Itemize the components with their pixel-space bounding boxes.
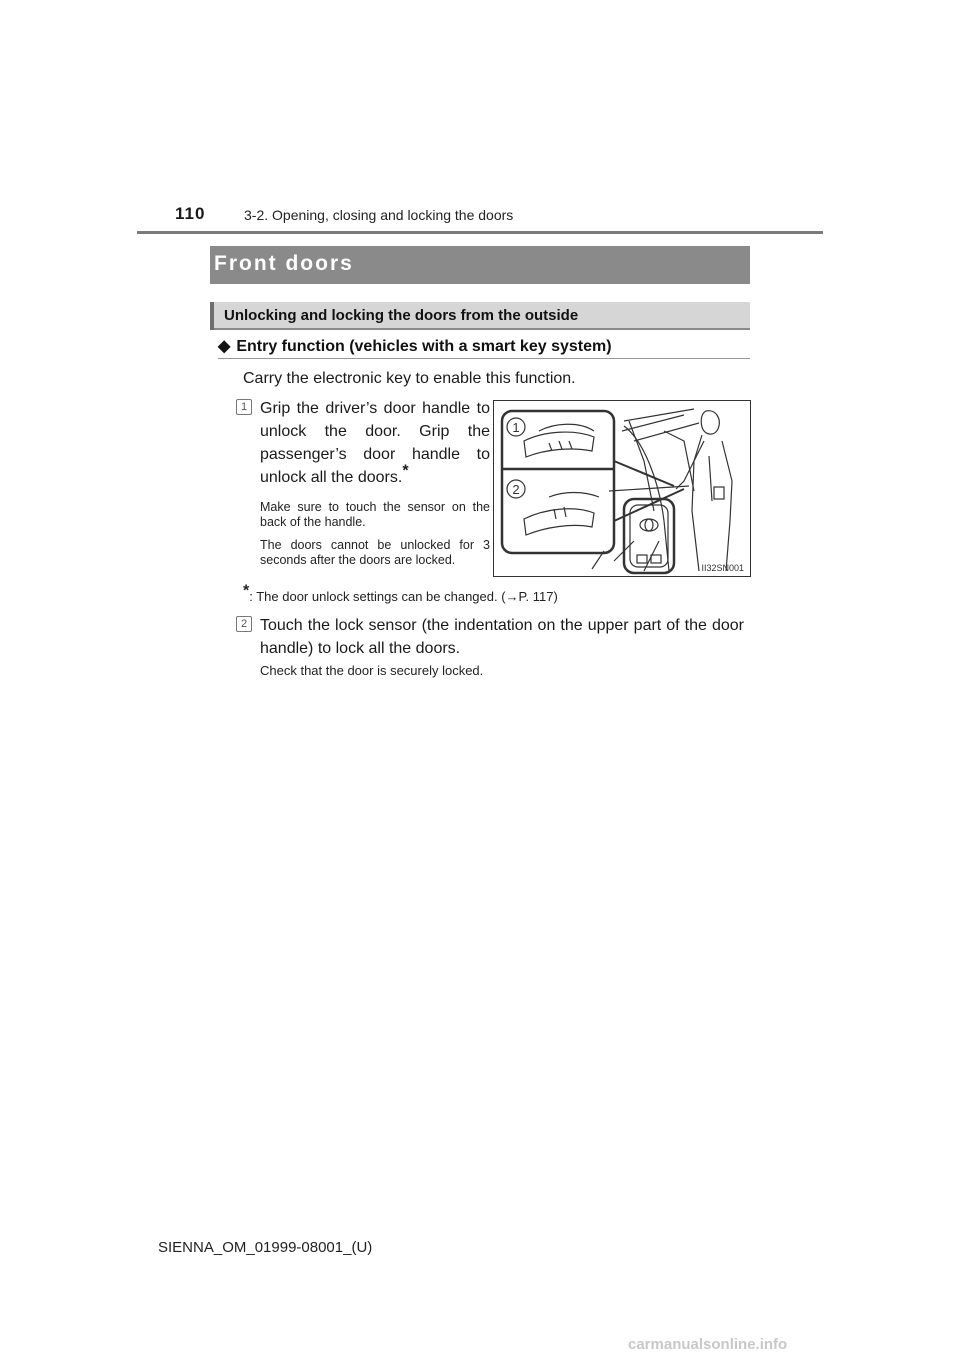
entry-intro: Carry the electronic key to enable this function. (243, 370, 576, 387)
illustration-svg (494, 401, 750, 576)
step-2-text: Touch the lock sensor (the indentation on the upper part of the door handle) to lock all the doors. (260, 617, 744, 657)
entry-heading-text: Entry function (vehicles with a smart key system) (236, 338, 612, 355)
step-1-note-2: The doors cannot be unlocked for 3 seconds after the doors are locked. (260, 538, 490, 567)
step-1-block (260, 397, 490, 568)
step-1-sentence: Grip the driver’s door handle to unlock the door. Grip the passenger’s door handle to unlock all the doors. (260, 400, 490, 486)
watermark: carmanualsonline.info (628, 1336, 788, 1353)
subsection-title-bar (210, 302, 750, 330)
section-title: Front doors (214, 252, 354, 275)
header-rule (137, 231, 823, 234)
diamond-bullet-icon: ◆ (218, 338, 231, 355)
step-1-badge: 1 (236, 399, 252, 415)
step-2-note: Check that the door is securely locked. (260, 663, 484, 678)
entry-rule (218, 358, 750, 359)
step-2-badge: 2 (236, 616, 252, 632)
figure-code: II32SN001 (701, 563, 744, 573)
entry-heading (218, 336, 612, 356)
step-1-text (260, 397, 490, 489)
door-handle-illustration (493, 400, 751, 577)
callout-2: 2 (512, 482, 520, 497)
subsection-title: Unlocking and locking the doors from the outside (224, 307, 579, 324)
footnote (243, 582, 558, 604)
callout-1: 1 (512, 420, 520, 435)
footer-doc-id: SIENNA_OM_01999-08001_(U) (158, 1239, 373, 1256)
page-number: 110 (175, 204, 206, 223)
subsection-accent (210, 302, 214, 330)
footnote-text: : The door unlock settings can be changed. (→P. 117) (249, 589, 558, 604)
step-1-asterisk: * (402, 462, 409, 480)
section-title-bar (210, 246, 750, 284)
footnote-asterisk: * (243, 582, 250, 600)
running-header: 3-2. Opening, closing and locking the doors (244, 207, 514, 223)
step-1-note-1: Make sure to touch the sensor on the back of the handle. (260, 500, 490, 529)
